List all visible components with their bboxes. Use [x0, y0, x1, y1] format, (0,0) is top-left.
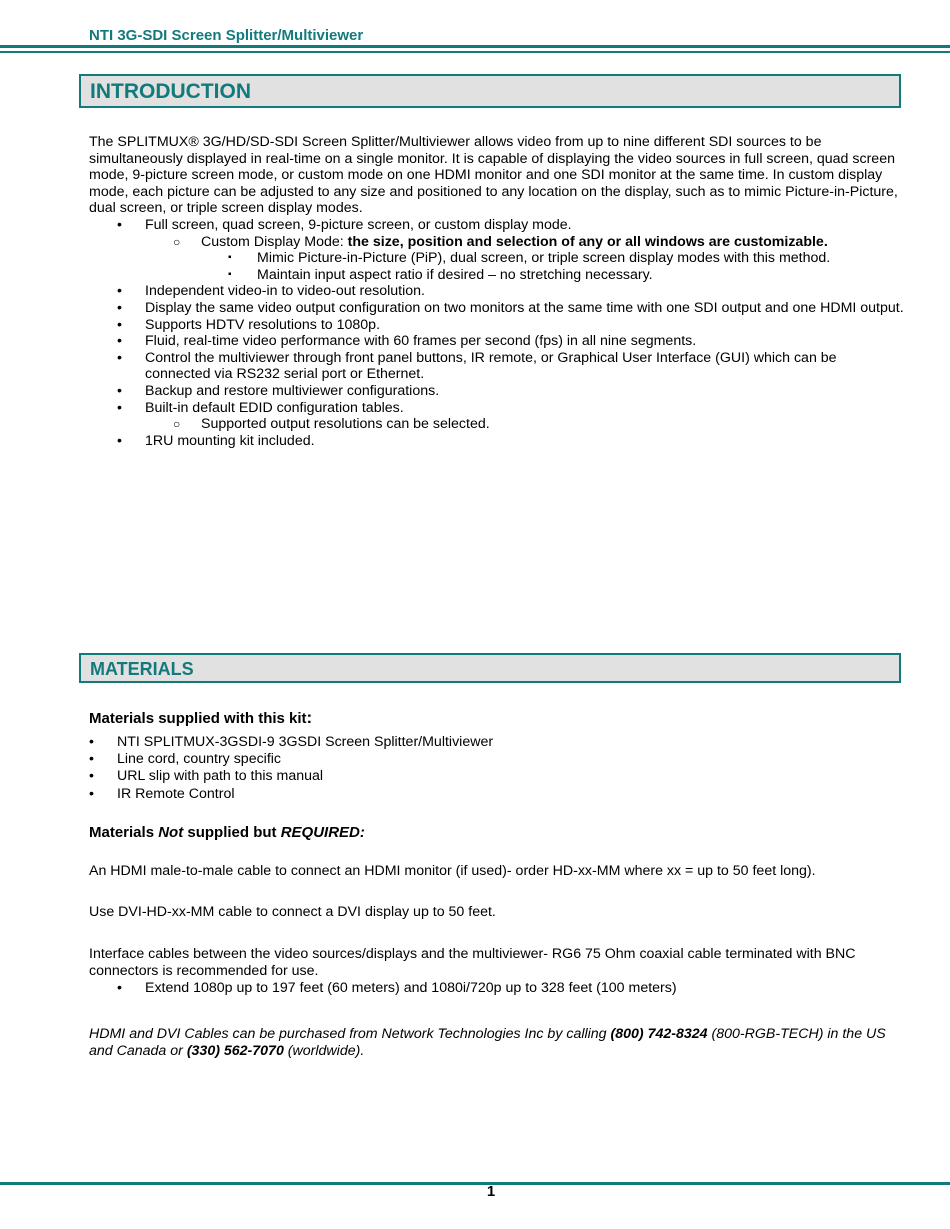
feature-subitem-custom-mode [89, 234, 901, 251]
purchase-note-line [89, 1026, 901, 1043]
bullet-icon: • [117, 216, 122, 233]
feature-text: Display the same video output configuration on two monitors at the same time with one SDI output and one HDMI output. [145, 299, 904, 316]
supplied-list [89, 734, 901, 803]
feature-item-edid [89, 400, 901, 417]
intro-line: The SPLITMUX® 3G/HD/SD-SDI Screen Splitter/Multiviewer allows video from up to nine different SDI sources to be [89, 134, 822, 150]
bullet-icon: • [117, 432, 122, 449]
purchase-note-text: HDMI and DVI Cables can be purchased from Network Technologies Inc by calling [89, 1026, 611, 1042]
page-number: 1 [486, 1183, 496, 1200]
required-heading-not: Not [158, 824, 184, 841]
interface-line: Interface cables between the video sources/displays and the multiviewer- RG6 75 Ohm coaxial cable terminated with BNC [89, 946, 856, 962]
bullet-icon: • [117, 382, 122, 399]
feature-text: Built-in default EDID configuration tables. [145, 399, 404, 416]
feature-item-dual-output [89, 299, 904, 317]
bullet-icon: • [89, 785, 94, 802]
square-bullet-icon: ▪ [228, 252, 232, 264]
feature-subitem-edid [89, 416, 901, 433]
materials-heading-box [79, 653, 901, 683]
supplied-item [89, 751, 901, 768]
extend-item [89, 980, 901, 997]
circle-bullet-icon: ○ [173, 234, 181, 249]
feature-text: 1RU mounting kit included. [145, 432, 315, 449]
required-heading-required: REQUIRED: [280, 824, 365, 841]
purchase-note [89, 1026, 901, 1059]
bullet-icon: • [89, 734, 94, 750]
purchase-note-text: (800-RGB-TECH) in the US [711, 1026, 886, 1042]
feature-item-rack [89, 433, 901, 450]
supplied-item-text: Line cord, country specific [117, 751, 282, 768]
bullet-icon: • [117, 399, 122, 416]
supplied-item [89, 734, 901, 751]
purchase-note-line [89, 1043, 901, 1060]
feature-item-fluid [89, 333, 901, 350]
feature-item-hdtv [89, 317, 901, 334]
bullet-icon: • [89, 768, 94, 785]
intro-line: simultaneously displayed in real-time on a single monitor. It is capable of displaying the video sources in full screen, quad screen [89, 150, 895, 167]
phone-us: (800) 742-8324 [610, 1026, 708, 1042]
feature-subsubitem-pip [89, 250, 901, 267]
feature-item-control-continued [89, 366, 901, 383]
feature-item-control [89, 350, 901, 367]
feature-text: Supported output resolutions can be selected. [201, 416, 490, 433]
circle-bullet-icon: ○ [173, 417, 181, 432]
running-header: NTI 3G-SDI Screen Splitter/Multiviewer [89, 27, 364, 44]
supplied-heading [89, 710, 312, 728]
bullet-icon: • [117, 316, 122, 333]
supplied-item-text: NTI SPLITMUX-3GSDI-9 3GSDI Screen Splitter/Multiviewer [117, 734, 494, 750]
feature-subsubitem-aspect [89, 267, 901, 284]
bullet-icon: • [89, 751, 94, 768]
interface-line: connectors is recommended for use. [89, 962, 319, 979]
supplied-item [89, 786, 901, 803]
feature-text: Full screen, quad screen, 9-picture screen, or custom display mode. [145, 216, 572, 233]
intro-line: mode, each picture can be adjusted to any size and positioned to any location on the display, such as to mimic Picture-in-Picture, [89, 183, 898, 200]
feature-text: connected via RS232 serial port or Ethernet. [145, 366, 425, 383]
bullet-icon: • [117, 333, 122, 350]
supplied-heading-colon: : [306, 708, 313, 727]
supplied-item-text: IR Remote Control [117, 785, 235, 802]
required-heading-part: supplied but [183, 824, 281, 841]
feature-text: Maintain input aspect ratio if desired – no stretching necessary. [257, 266, 653, 283]
required-heading [89, 825, 365, 842]
custom-mode-label: Custom Display Mode: [201, 233, 348, 250]
header-rule-top [0, 45, 950, 48]
dvi-cable-text: Use DVI-HD-xx-MM cable to connect a DVI display up to 50 feet. [89, 904, 496, 920]
introduction-paragraph [89, 134, 904, 449]
feature-text: Supports HDTV resolutions to 1080p. [145, 316, 381, 333]
feature-item-display-modes [89, 217, 901, 234]
bullet-icon: • [117, 980, 122, 997]
supplied-item [89, 768, 901, 785]
interface-cables-paragraph [89, 946, 901, 997]
feature-text: Control the multiviewer through front panel buttons, IR remote, or Graphical User Interface (GUI) which can be [145, 349, 837, 366]
bullet-icon: • [117, 349, 122, 366]
feature-text: Backup and restore multiviewer configurations. [145, 382, 440, 399]
square-bullet-icon: ▪ [228, 268, 232, 280]
feature-text: Fluid, real-time video performance with 60 frames per second (fps) in all nine segments. [145, 333, 697, 350]
feature-item-independent [89, 283, 901, 300]
materials-heading: MATERIALS [90, 659, 194, 679]
required-heading-part: Materials [89, 824, 159, 841]
bullet-icon: • [117, 283, 122, 300]
feature-text: Independent video-in to video-out resolution. [145, 283, 426, 300]
purchase-note-text: and Canada or [89, 1042, 187, 1059]
intro-line: dual screen, or triple screen display modes. [89, 200, 363, 217]
hdmi-cable-text: An HDMI male-to-male cable to connect an HDMI monitor (if used)- order HD-xx-MM where xx = up to 50 feet long). [89, 863, 816, 879]
phone-worldwide: (330) 562-7070 [186, 1042, 284, 1059]
extend-text: Extend 1080p up to 197 feet (60 meters) and 1080i/720p up to 328 feet (100 meters) [145, 980, 677, 997]
custom-mode-bold-text: the size, position and selection of any or all windows are customizable. [347, 233, 828, 250]
supplied-heading-text: Materials supplied with this kit [89, 710, 307, 727]
introduction-heading-box [79, 74, 901, 108]
introduction-heading: INTRODUCTION [90, 80, 251, 103]
intro-line: mode, 9-picture screen mode, or custom mode on one HDMI monitor and one SDI monitor at the same time. In custom display [89, 167, 883, 184]
feature-item-backup [89, 383, 901, 400]
purchase-note-text: (worldwide). [287, 1042, 365, 1059]
supplied-item-text: URL slip with path to this manual [117, 768, 324, 785]
feature-text: Mimic Picture-in-Picture (PiP), dual screen, or triple screen display modes with this method. [257, 250, 831, 267]
bullet-icon: • [117, 299, 122, 316]
header-rule-bottom [0, 51, 950, 53]
